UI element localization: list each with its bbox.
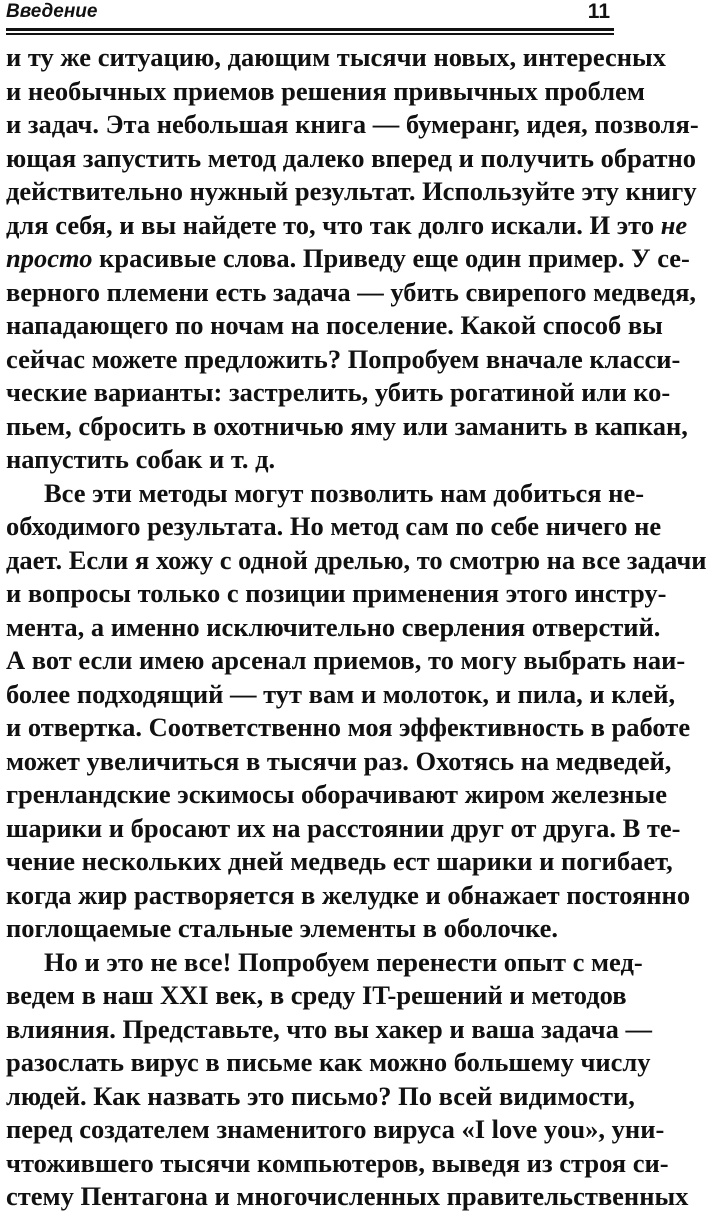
text-line: и вопросы только с позиции применения этого инстру-: [6, 578, 667, 608]
text-line: мента, а именно исключительно сверления отверстий.: [6, 611, 661, 642]
section-title: Введение: [6, 1, 98, 22]
text-line: стему Пентагона и многочисленных правительственных: [6, 1181, 689, 1211]
text-line: и необычных приемов решения привычных проблем: [6, 75, 645, 106]
page-number: 11: [587, 0, 610, 23]
text-run: красивые слова. Приведу еще один пример. У се-: [92, 243, 690, 273]
text-line: чение нескольких дней медведь ест шарики и погибает,: [6, 846, 673, 876]
text-line: влияния. Представьте, что вы хакер и ваша задача —: [6, 1013, 652, 1044]
text-line: Все эти методы могут позволить нам добиться не-: [44, 477, 645, 508]
text-line: ведем в наш XXI век, в среду IT-решений и методов: [6, 980, 627, 1010]
text-line: поглощаемые стальные элементы в оболочке.: [6, 913, 559, 943]
text-line: и задач. Эта небольшая книга — бумеранг, идея, позволя-: [6, 109, 699, 139]
paragraph-2: [6, 477, 707, 946]
paragraph-1: [6, 41, 699, 477]
text-line: и ту же ситуацию, дающим тысячи новых, интересных: [6, 42, 666, 72]
running-header: [6, 0, 614, 27]
text-line: может увеличиться в тысячи раз. Охотясь на медведей,: [6, 745, 672, 776]
text-line: верного племени есть задача — убить свирепого медведя,: [6, 276, 697, 307]
text-line: и отвертка. Соответственно моя эффективность в работе: [6, 712, 691, 742]
text-line: шарики и бросают их на расстоянии друг от друга. В те-: [6, 812, 681, 843]
text-line-with-emphasis: [6, 209, 688, 243]
text-line: дает. Если я хожу с одной дрелью, то смотрю на все задачи: [6, 544, 707, 575]
header-rule-thick: [6, 28, 614, 31]
text-line: напустить собак и т. д.: [6, 444, 276, 474]
text-line: сейчас можете предложить? Попробуем вначале класси-: [6, 343, 681, 374]
text-line: перед создателем знаменитого вируса «I love you», уни-: [6, 1114, 665, 1144]
text-line: людей. Как назвать это письмо? По всей видимости,: [6, 1080, 635, 1111]
header-rule-thin: [6, 33, 614, 35]
text-run: для себя, и вы найдете то, что так долго искали. И это: [6, 209, 661, 240]
text-line-with-lead: [6, 946, 643, 980]
text-line: ческие варианты: застрелить, убить рогатиной или ко-: [6, 377, 671, 407]
text-line: когда жир растворяется в желудке и обнажает постоянно: [6, 879, 691, 910]
paragraph-3: [6, 946, 689, 1214]
text-line-with-emphasis: [6, 242, 690, 276]
emphasis-text: не: [660, 209, 688, 240]
text-line: нападающего по ночам на поселение. Какой способ вы: [6, 310, 663, 340]
text-line: чтожившего тысячи компьютеров, выведя из строя си-: [6, 1147, 669, 1178]
text-line: пьем, сбросить в охотничью яму или заманить в капкан,: [6, 410, 688, 441]
text-line: обходимого результата. Но метод сам по себе ничего не: [6, 511, 662, 541]
text-line: ющая запустить метод далеко вперед и получить обратно: [6, 142, 697, 173]
text-line: действительно нужный результат. Используйте эту книгу: [6, 176, 697, 206]
body-text: [6, 41, 707, 1214]
text-line: гренландские эскимосы оборачивают жиром железные: [6, 779, 667, 809]
text-run: Попробуем перенести опыт с мед-: [231, 946, 643, 977]
text-line: более подходящий — тут вам и молоток, и пила, и клей,: [6, 678, 676, 709]
emphasis-text: просто: [6, 243, 93, 273]
text-line: А вот если имею арсенал приемов, то могу выбрать наи-: [6, 645, 686, 675]
bold-lead-text: Но и это не все!: [44, 946, 232, 977]
text-line: разослать вирус в письме как можно большему числу: [6, 1047, 651, 1077]
